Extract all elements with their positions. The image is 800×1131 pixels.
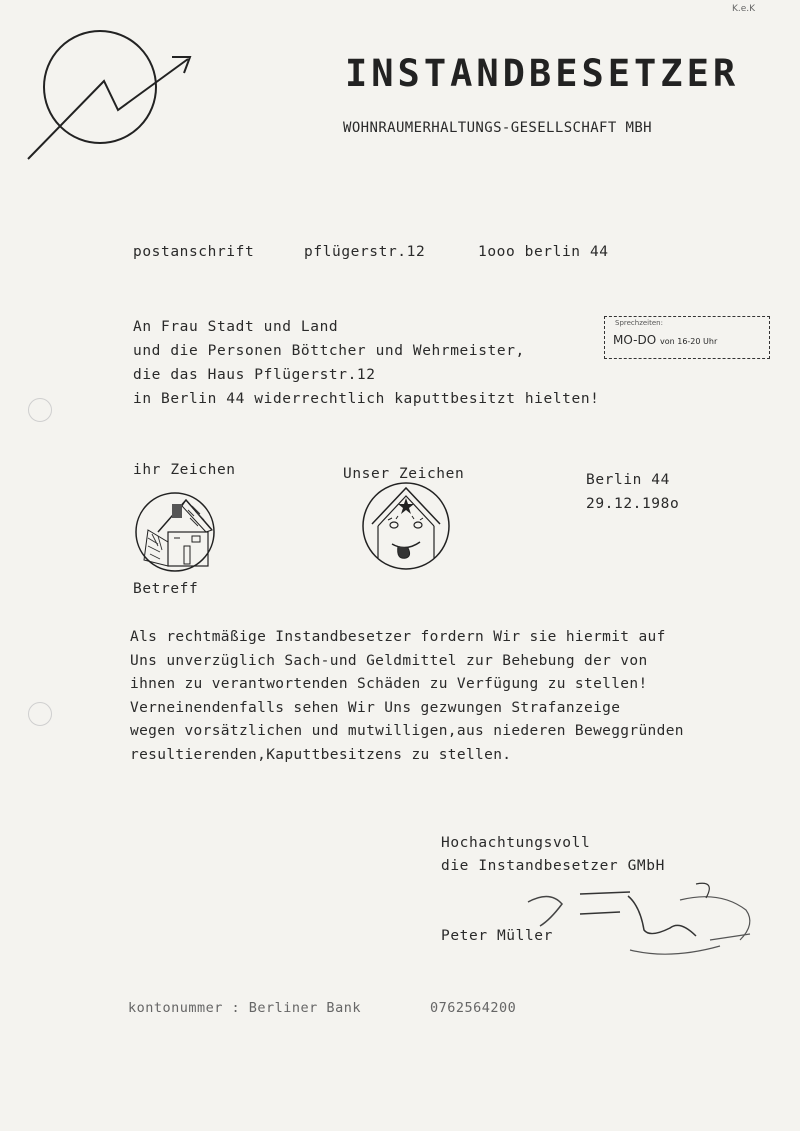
logo-icon bbox=[22, 25, 202, 165]
closing-block bbox=[441, 832, 665, 878]
body-line: ihnen zu verantwortenden Schäden zu Verfügung zu stellen! bbox=[130, 676, 648, 692]
recipient-line: in Berlin 44 widerrechtlich kaputtbesitzt hielten! bbox=[133, 391, 600, 407]
recipient-line: An Frau Stadt und Land bbox=[133, 319, 339, 335]
body-line: Uns unverzüglich Sach-und Geldmittel zur Behebung der von bbox=[130, 652, 648, 669]
recipient-line: die das Haus Pflügerstr.12 bbox=[133, 367, 376, 383]
letter-body bbox=[130, 626, 684, 767]
punch-hole bbox=[28, 398, 52, 422]
stamp-label: Sprechzeiten: bbox=[615, 319, 663, 327]
recipient-line: und die Personen Böttcher und Wehrmeister, bbox=[133, 343, 525, 359]
punch-hole bbox=[28, 702, 52, 726]
date-block bbox=[586, 468, 679, 516]
body-line: wegen vorsätzlichen und mutwilligen,aus niederen Beweggründen bbox=[130, 723, 684, 739]
house-sketch-icon bbox=[128, 490, 226, 574]
company-name: INSTANDBESETZER bbox=[345, 52, 740, 95]
signature-icon bbox=[520, 880, 780, 970]
account-number: 0762564200 bbox=[430, 1000, 517, 1016]
stamp-days: MO-DO bbox=[613, 333, 657, 347]
recipient-block bbox=[133, 315, 600, 411]
letter-date: 29.12.198o bbox=[586, 496, 680, 512]
postal-street: pflügerstr.12 bbox=[304, 244, 426, 260]
letter-city: Berlin 44 bbox=[586, 472, 670, 488]
stamp-time: von 16-20 Uhr bbox=[659, 337, 718, 346]
body-line: resultierenden,Kaputtbesitzens zu stellen. bbox=[130, 746, 512, 763]
company-subtitle: WOHNRAUMERHALTUNGS-GESELLSCHAFT MBH bbox=[343, 120, 653, 136]
smiling-house-icon bbox=[360, 480, 452, 574]
their-ref-label: ihr Zeichen bbox=[133, 462, 236, 478]
postal-label: postanschrift bbox=[133, 244, 255, 260]
office-hours-stamp bbox=[604, 316, 770, 359]
stamp-hours bbox=[613, 333, 717, 347]
signer-name: Peter Müller bbox=[441, 928, 553, 944]
our-ref-label: Unser Zeichen bbox=[343, 466, 465, 482]
body-line: Verneinendenfalls sehen Wir Uns gezwungen Strafanzeige bbox=[130, 699, 621, 716]
closing-greeting: Hochachtungsvoll bbox=[441, 835, 591, 851]
subject-label: Betreff bbox=[133, 581, 199, 597]
closing-company: die Instandbesetzer GMbH bbox=[441, 858, 665, 874]
body-line: Als rechtmäßige Instandbesetzer fordern Wir sie hiermit auf bbox=[130, 629, 666, 645]
account-label: kontonummer : Berliner Bank bbox=[128, 1000, 361, 1016]
corner-note: K.e.K bbox=[732, 4, 756, 14]
postal-city: 1ooo berlin 44 bbox=[478, 244, 609, 260]
